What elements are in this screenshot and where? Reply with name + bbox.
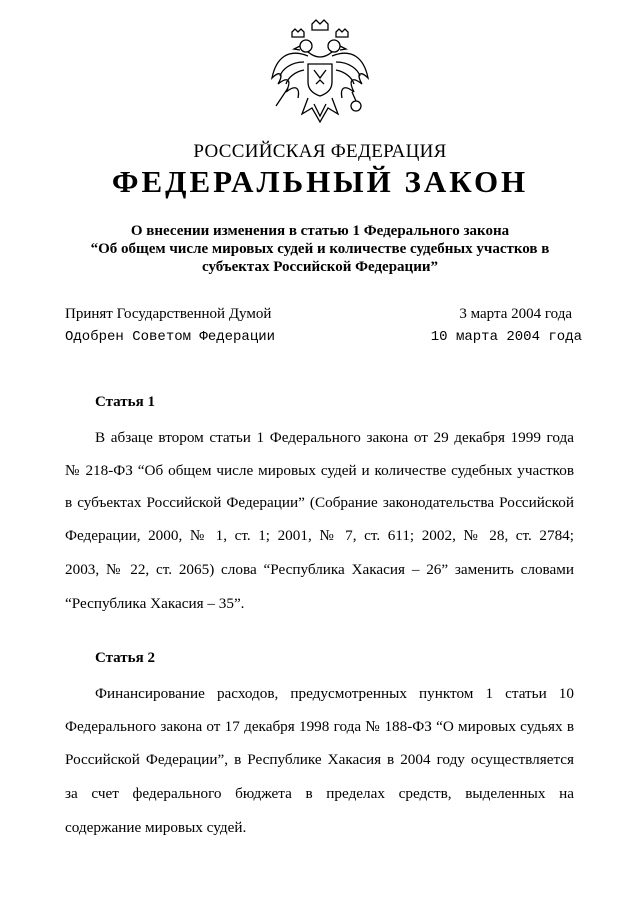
article-text-line: Федерального закона от 17 декабря 1998 года № 188-ФЗ “О мировых судьях в bbox=[65, 718, 574, 735]
law-title-line: О внесении изменения в статью 1 Федерального закона bbox=[130, 223, 510, 239]
article-text-line: Российской Федерации”, в Республике Хакасия в 2004 году осуществляется bbox=[65, 751, 574, 768]
article-text-line: В абзаце втором статьи 1 Федерального закона от 29 декабря 1999 года bbox=[95, 429, 574, 446]
duma-adoption-date: 3 марта 2004 года bbox=[459, 306, 572, 322]
article-text-line: № 218-ФЗ “Об общем числе мировых судей и количестве судебных участков bbox=[65, 462, 574, 479]
law-type-heading: ФЕДЕРАЛЬНЫЙ ЗАКОН bbox=[111, 164, 529, 199]
article-text-line: за счет федерального бюджета в пределах средств, выделенных на bbox=[65, 785, 574, 802]
law-title-line: субъектах Российской Федерации” bbox=[202, 259, 438, 275]
article-text-line: “Республика Хакасия – 35”. bbox=[65, 595, 245, 612]
article-text-line: Федерации, 2000, № 1, ст. 1; 2001, № 7, ст. 611; 2002, № 28, ст. 2784; bbox=[65, 527, 574, 544]
article-heading: Статья 2 bbox=[95, 650, 155, 666]
law-title-line: “Об общем числе мировых судей и количестве судебных участков в bbox=[90, 241, 550, 257]
coat-of-arms-emblem bbox=[268, 18, 372, 132]
law-title bbox=[60, 222, 580, 276]
duma-adoption-label: Принят Государственной Думой bbox=[65, 306, 272, 322]
council-approval-date: 10 марта 2004 года bbox=[430, 329, 582, 345]
article-text-line: в субъектах Российской Федерации” (Собрание законодательства Российской bbox=[65, 494, 574, 511]
article-text-line: 2003, № 22, ст. 2065) слова “Республика Хакасия – 26” заменить словами bbox=[65, 561, 574, 578]
council-approval-label: Одобрен Советом Федерации bbox=[65, 329, 276, 345]
article-heading: Статья 1 bbox=[95, 394, 155, 410]
article-text-line: содержание мировых судей. bbox=[65, 819, 247, 836]
article-text-line: Финансирование расходов, предусмотренных пунктом 1 статьи 10 bbox=[95, 685, 574, 702]
country-name: РОССИЙСКАЯ ФЕДЕРАЦИЯ bbox=[193, 141, 447, 162]
